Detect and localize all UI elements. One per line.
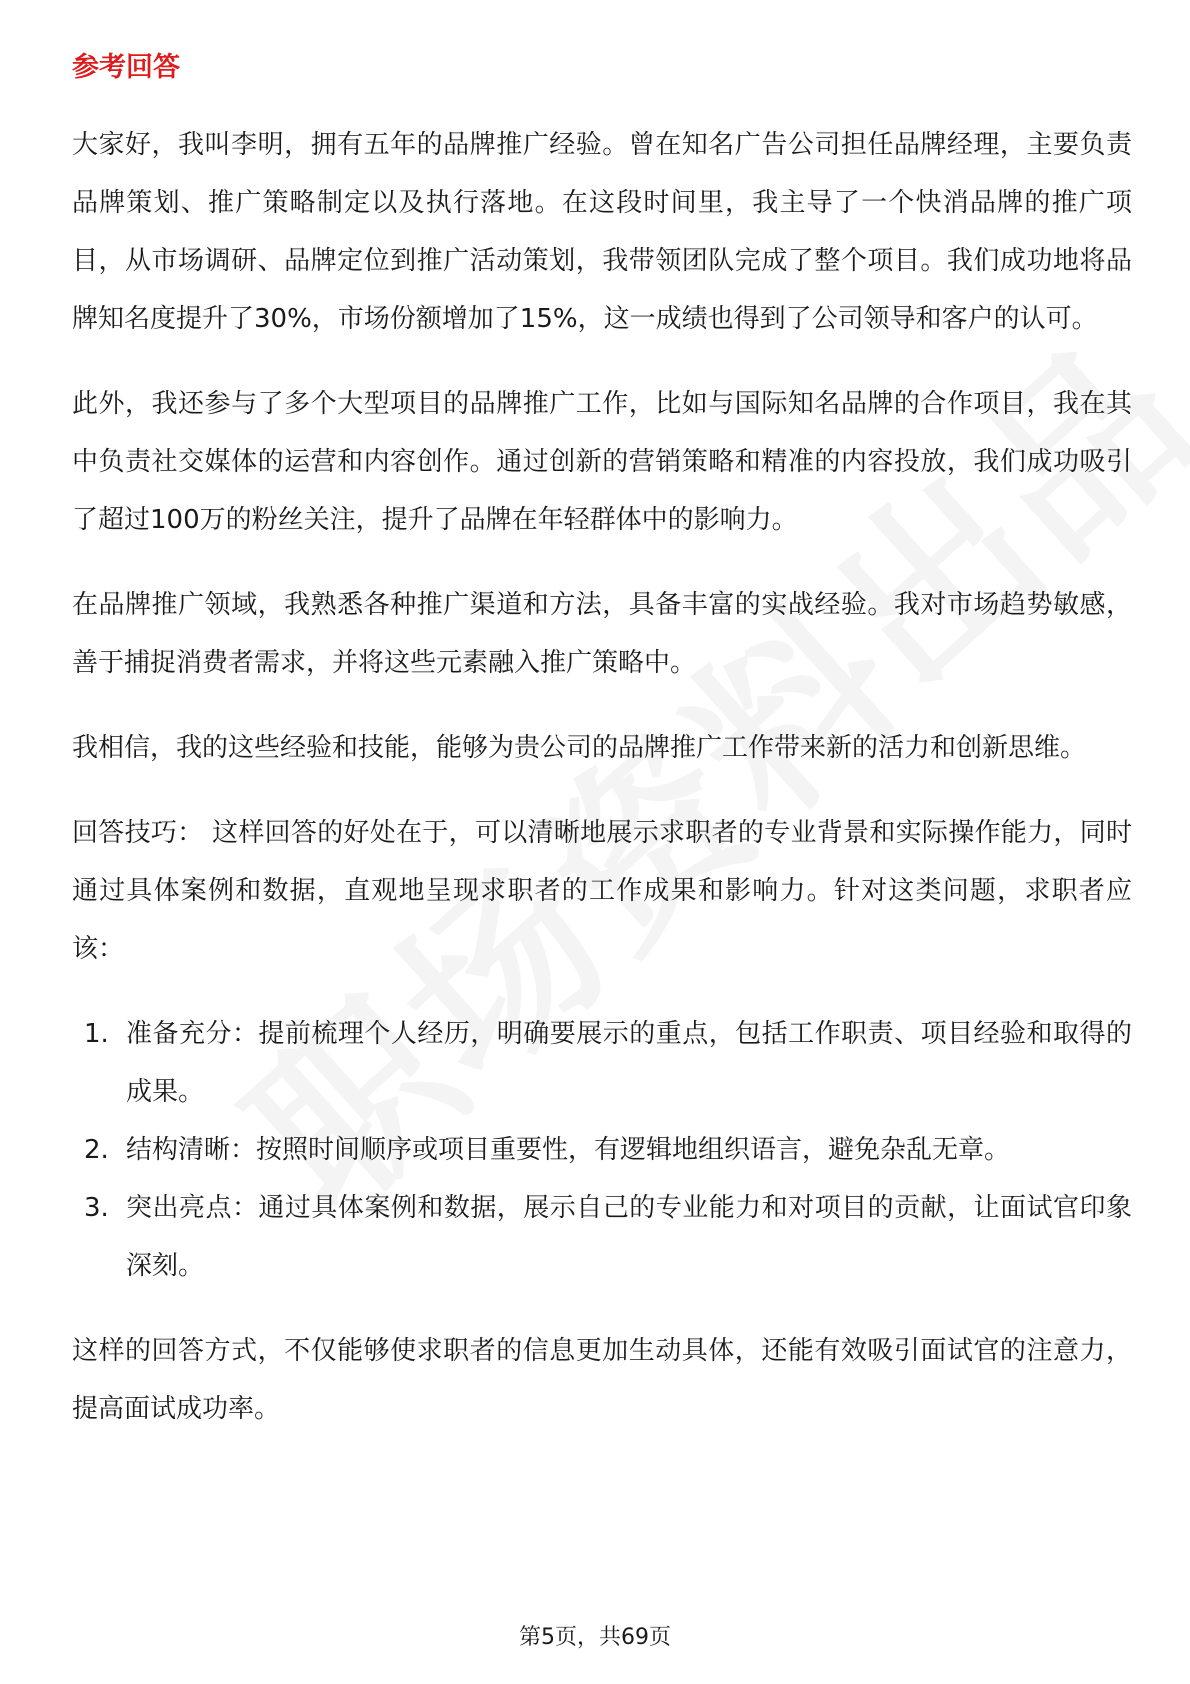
list-number: 3. — [84, 1193, 109, 1223]
list-text: 准备充分：提前梳理个人经历，明确要展示的重点，包括工作职责、项目经验和取得的成果。 — [126, 1019, 1132, 1107]
tips-list — [72, 1005, 1132, 1295]
answer-paragraph-3: 在品牌推广领域，我熟悉各种推广渠道和方法，具备丰富的实战经验。我对市场趋势敏感，善于捕捉消费者需求，并将这些元素融入推广策略中。 — [72, 590, 1132, 678]
list-item — [72, 1005, 1132, 1121]
list-text: 结构清晰：按照时间顺序或项目重要性，有逻辑地组织语言，避免杂乱无章。 — [126, 1135, 1011, 1165]
list-number: 1. — [84, 1019, 109, 1049]
page-content — [72, 48, 1132, 1465]
page-number: 第5页，共69页 — [519, 1625, 671, 1650]
tips-paragraph: 回答技巧： 这样回答的好处在于，可以清晰地展示求职者的专业背景和实际操作能力，同时通过具体案例和数据，直观地呈现求职者的工作成果和影响力。针对这类问题，求职者应该： — [72, 818, 1132, 964]
list-item — [72, 1179, 1132, 1295]
list-item — [72, 1121, 1132, 1179]
answer-paragraph-2: 此外，我还参与了多个大型项目的品牌推广工作，比如与国际知名品牌的合作项目，我在其中负责社交媒体的运营和内容创作。通过创新的营销策略和精准的内容投放，我们成功吸引了超过100万的粉丝关注，提升了品牌在年轻群体中的影响力。 — [72, 389, 1132, 535]
closing-paragraph: 这样的回答方式，不仅能够使求职者的信息更加生动具体，还能有效吸引面试官的注意力，提高面试成功率。 — [72, 1336, 1132, 1424]
list-number: 2. — [84, 1135, 109, 1165]
answer-paragraph-1: 大家好，我叫李明，拥有五年的品牌推广经验。曾在知名广告公司担任品牌经理，主要负责品牌策划、推广策略制定以及执行落地。在这段时间里，我主导了一个快消品牌的推广项目，从市场调研、品牌定位到推广活动策划，我带领团队完成了整个项目。我们成功地将品牌知名度提升了30%，市场份额增加了15%，这一成绩也得到了公司领导和客户的认可。 — [72, 130, 1132, 334]
list-text: 突出亮点：通过具体案例和数据，展示自己的专业能力和对项目的贡献，让面试官印象深刻。 — [126, 1193, 1132, 1281]
answer-paragraph-4: 我相信，我的这些经验和技能，能够为贵公司的品牌推广工作带来新的活力和创新思维。 — [72, 733, 1087, 763]
section-title: 参考回答 — [72, 52, 180, 83]
